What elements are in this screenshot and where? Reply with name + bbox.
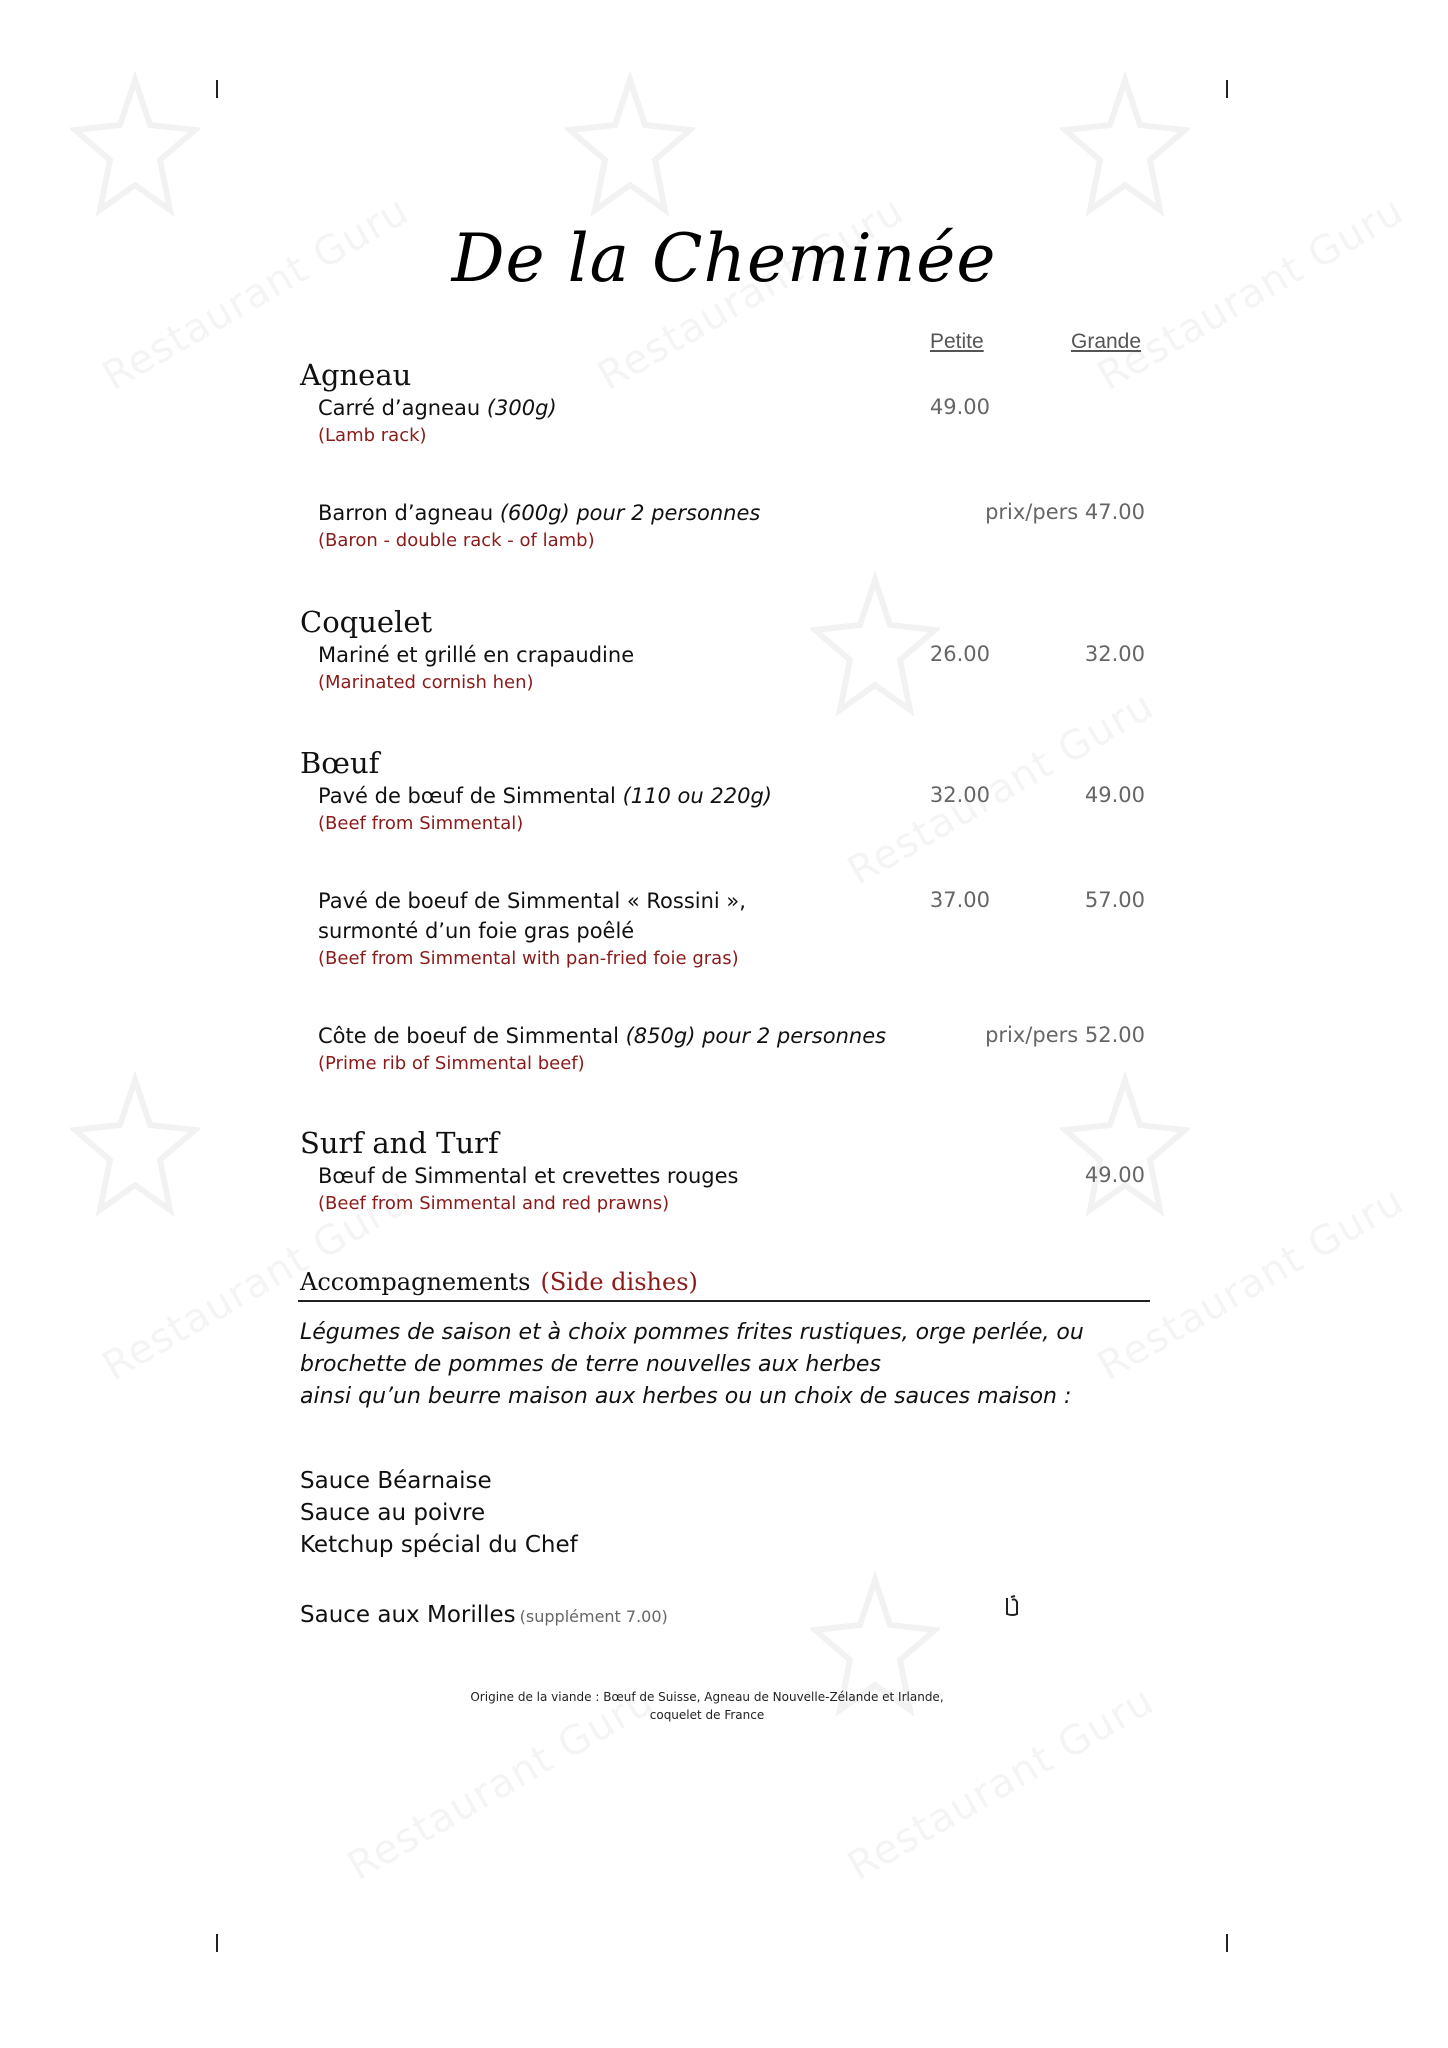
- item-name: Mariné et grillé en crapaudine: [318, 643, 635, 667]
- item-translation: (Lamb rack): [318, 425, 427, 446]
- sauce-morilles: [300, 1602, 668, 1628]
- column-header-petite: Petite: [930, 330, 984, 353]
- accompaniments-line1: Légumes de saison et à choix pommes frites rustiques, orge perlée, ou: [300, 1320, 1084, 1345]
- fork-star-icon: [810, 570, 940, 730]
- item-translation: (Beef from Simmental with pan-fried foie gras): [318, 948, 739, 969]
- fork-star-icon: [810, 1570, 940, 1730]
- section-title-boeuf: Bœuf: [300, 746, 380, 780]
- price-grande: 32.00: [1084, 642, 1145, 666]
- column-header-grande: Grande: [1071, 330, 1142, 353]
- item-name: Carré d’agneau: [318, 396, 487, 420]
- section-title-coquelet: Coquelet: [300, 605, 433, 639]
- price-petite: 26.00: [929, 642, 990, 666]
- fork-star-icon: [1060, 1070, 1190, 1230]
- item-quantity: (600g) pour 2 personnes: [499, 501, 761, 525]
- meat-origin-note-line2: coquelet de France: [649, 1708, 765, 1722]
- item-name: Pavé de bœuf de Simmental: [318, 784, 623, 808]
- section-title-agneau: Agneau: [300, 358, 412, 392]
- menu-item-carre-agneau: [318, 393, 557, 423]
- sauce-bearnaise: Sauce Béarnaise: [300, 1468, 492, 1494]
- sauce-morilles-name: Sauce aux Morilles: [300, 1602, 516, 1628]
- menu-item-coquelet: [318, 640, 634, 670]
- crop-mark: [1226, 80, 1228, 98]
- item-name: Barron d’agneau: [318, 501, 500, 525]
- menu-item-surf-turf: [318, 1161, 738, 1191]
- item-name-line2: surmonté d’un foie gras poêlé: [318, 919, 635, 943]
- accompaniments-line3: ainsi qu’un beurre maison aux herbes ou un choix de sauces maison :: [300, 1384, 1072, 1409]
- item-quantity: (300g): [486, 396, 557, 420]
- meat-origin-note-line1: Origine de la viande : Bœuf de Suisse, Agneau de Nouvelle-Zélande et Irlande,: [470, 1690, 944, 1704]
- item-translation: (Beef from Simmental): [318, 813, 524, 834]
- price-grande: 49.00: [1084, 783, 1145, 807]
- item-name: Côte de boeuf de Simmental: [318, 1024, 626, 1048]
- price-grande: 57.00: [1084, 888, 1145, 912]
- item-quantity: (110 ou 220g): [622, 784, 772, 808]
- item-translation: (Marinated cornish hen): [318, 672, 534, 693]
- crop-mark: [216, 1934, 218, 1952]
- menu-item-barron-agneau: [318, 498, 760, 528]
- sauce-ketchup: Ketchup spécial du Chef: [300, 1532, 578, 1558]
- menu-item-pave-boeuf: [318, 781, 772, 811]
- price-petite: 37.00: [929, 888, 990, 912]
- fork-star-icon: [70, 1070, 200, 1230]
- price-per-person: prix/pers 47.00: [985, 500, 1145, 524]
- sauce-poivre: Sauce au poivre: [300, 1500, 486, 1526]
- accompaniments-title: Accompagnements: [300, 1268, 531, 1296]
- menu-item-pave-rossini: [318, 886, 746, 946]
- crop-mark: [1226, 1934, 1228, 1952]
- fork-star-icon: [565, 70, 695, 230]
- vegetarian-icon: [1003, 1595, 1021, 1617]
- section-title-surf-turf: Surf and Turf: [300, 1126, 499, 1160]
- sauce-morilles-supplement: (supplément 7.00): [519, 1607, 668, 1626]
- price-petite: 32.00: [929, 783, 990, 807]
- crop-mark: [216, 80, 218, 98]
- accompaniments-title-en: (Side dishes): [540, 1268, 698, 1296]
- price-grande: 49.00: [1084, 1163, 1145, 1187]
- item-name-line1: Pavé de boeuf de Simmental « Rossini »,: [318, 889, 746, 913]
- accompaniments-line2: brochette de pommes de terre nouvelles aux herbes: [300, 1352, 881, 1377]
- page-title: De la Cheminée: [451, 220, 997, 297]
- item-translation: (Baron - double rack - of lamb): [318, 530, 595, 551]
- item-translation: (Prime rib of Simmental beef): [318, 1053, 585, 1074]
- item-name: Bœuf de Simmental et crevettes rouges: [318, 1164, 739, 1188]
- accompaniments-heading: [300, 1268, 698, 1296]
- item-quantity: (850g) pour 2 personnes: [625, 1024, 887, 1048]
- price-petite: 49.00: [929, 395, 990, 419]
- divider: [298, 1300, 1150, 1302]
- menu-item-cote-boeuf: [318, 1021, 886, 1051]
- price-per-person: prix/pers 52.00: [985, 1023, 1145, 1047]
- item-translation: (Beef from Simmental and red prawns): [318, 1193, 670, 1214]
- fork-star-icon: [70, 70, 200, 230]
- fork-star-icon: [1060, 70, 1190, 230]
